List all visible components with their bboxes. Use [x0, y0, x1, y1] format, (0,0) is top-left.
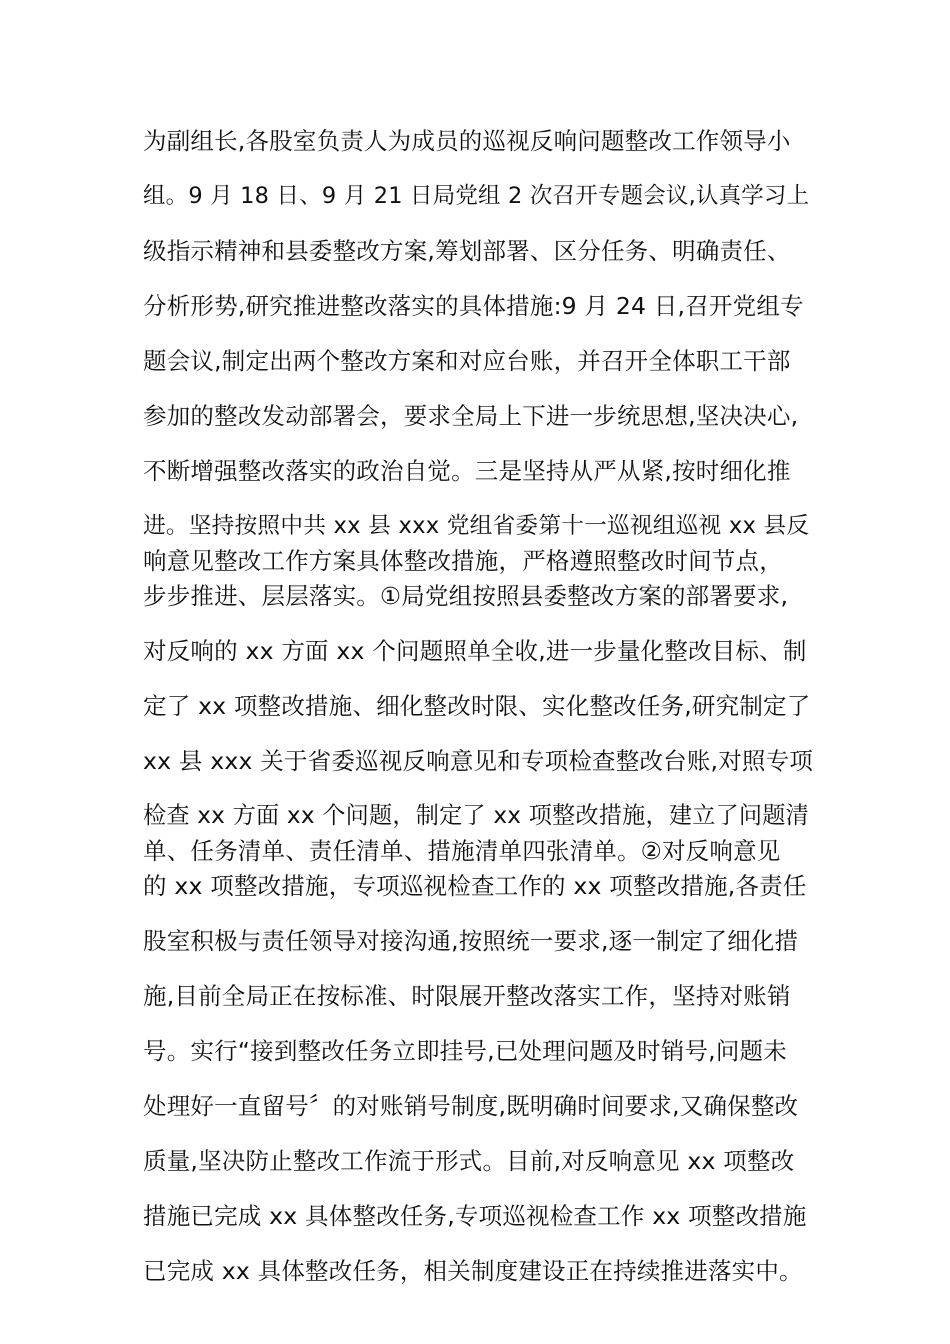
text-line-1: 为副组长,各股室负责人为成员的巡视反响问题整改工作领导小: [143, 127, 791, 155]
text-line-6: 参加的整改发动部署会，要求全局上下进一步统思想,坚决决心,: [143, 402, 799, 430]
text-line-18: 施,目前全局正在按标准、时限展开整改落实工作，坚持对账销: [143, 982, 791, 1010]
text-line-19: 号。实行“接到整改任务立即挂号,已处理问题及时销号,问题未: [143, 1037, 787, 1065]
text-line-23: 已完成 xx 具体整改任务，相关制度建设正在持续推进落实中。: [143, 1257, 803, 1285]
text-line-7: 不断增强整改落实的政治自觉。三是坚持从严从紧,按时细化推: [143, 457, 791, 485]
text-line-10: 步步推进、层层落实。①局党组按照县委整改方案的部署要求,: [143, 582, 789, 610]
text-line-3: 级指示精神和县委整改方案,筹划部署、区分任务、明确责任、: [143, 237, 791, 265]
text-line-20: 处理好一直留号〞的对账销号制度,既明确时间要求,又确保整改: [143, 1092, 799, 1120]
text-line-15: 单、任务清单、责任清单、措施清单四张清单。②对反响意见: [143, 837, 781, 865]
text-line-17: 股室积极与责任领导对接沟通,按照统一要求,逐一制定了细化措: [143, 927, 799, 955]
text-line-8: 进。坚持按照中共 xx 县 xxx 党组省委第十一巡视组巡视 xx 县反: [143, 513, 810, 539]
text-line-21: 质量,坚决防止整改工作流于形式。目前,对反响意见 xx 项整改: [143, 1147, 795, 1175]
text-line-4: 分析形势,研究推进整改落实的具体措施:9 月 24 日,召开党组专: [143, 292, 804, 320]
text-line-13: xx 县 xxx 关于省委巡视反响意见和专项检查整改台账,对照专项: [143, 747, 814, 775]
text-line-2: 组。9 月 18 日、9 月 21 日局党组 2 次召开专题会议,认真学习上: [143, 183, 810, 209]
text-line-12: 定了 xx 项整改措施、细化整改时限、实化整改任务,研究制定了: [143, 692, 811, 720]
text-line-11: 对反响的 xx 方面 xx 个问题照单全收,进一步量化整改目标、制: [143, 637, 807, 665]
text-line-16: 的 xx 项整改措施，专项巡视检查工作的 xx 项整改措施,各责任: [143, 872, 807, 900]
text-line-9: 响意见整改工作方案具体整改措施，严格遵照整改时间节点，: [143, 547, 783, 575]
text-line-14: 检查 xx 方面 xx 个问题，制定了 xx 项整改措施，建立了问题清: [143, 802, 809, 829]
text-line-5: 题会议,制定出两个整改方案和对应台账，并召开全体职工干部: [143, 347, 791, 375]
text-line-22: 措施已完成 xx 具体整改任务,专项巡视检查工作 xx 项整改措施: [143, 1202, 807, 1230]
